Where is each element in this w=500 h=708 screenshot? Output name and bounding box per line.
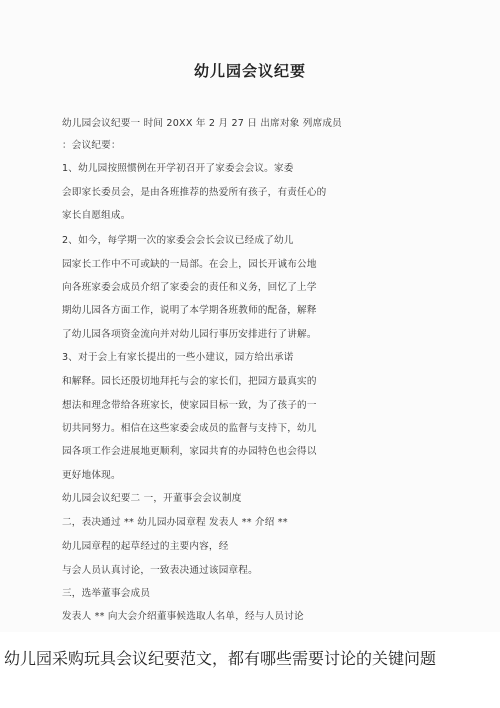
doc-line: 3、对于会上有家长提出的一些小建议，园方给出承诺 xyxy=(62,352,294,363)
doc-line: 更好地体现。 xyxy=(62,470,121,481)
doc-line: 园各项工作会进展地更顺利，家园共育的办园特色也会得以 xyxy=(62,446,317,457)
doc-line: 了幼儿园各项资金流向并对幼儿园行事历安排进行了讲解。 xyxy=(62,329,317,340)
doc-line: 想法和理念带给各班家长，使家园目标一致，为了孩子的一 xyxy=(62,400,317,411)
doc-line: 与会人员认真讨论，一致表决通过该园章程。 xyxy=(62,565,258,576)
doc-line: 幼儿园会议纪要一 时间 20XX 年 2 月 27 日 出席对象 列席成员 xyxy=(62,118,342,129)
doc-line: 2、如今，每学期一次的家委会会长会议已经成了幼儿 xyxy=(62,235,294,246)
doc-line: 三，选举董事会成员 xyxy=(62,588,151,599)
doc-line: 会即家长委员会，是由各班推荐的热爱所有孩子，有责任心的 xyxy=(62,187,327,198)
doc-line: 期幼儿园各方面工作，说明了本学期各班教师的配备，解释 xyxy=(62,305,317,316)
doc-line: 向各班家委会成员介绍了家委会的责任和义务，回忆了上学 xyxy=(62,282,317,293)
doc-line: 二，表决通过 ** 幼儿园办园章程 发表人 ** 介绍 ** xyxy=(62,517,288,528)
doc-line: 园家长工作中不可或缺的一局部。在会上，园长开诚布公地 xyxy=(62,259,317,270)
doc-line: 和解释。园长还殷切地拜托与会的家长们，把园方最真实的 xyxy=(62,376,317,387)
page-caption: 幼儿园采购玩具会议纪要范文，都有哪些需要讨论的关键问题 xyxy=(4,649,437,668)
document-title: 幼儿园会议纪要 xyxy=(193,62,306,80)
doc-line: 家长自愿组成。 xyxy=(62,210,131,221)
doc-line: 切共同努力。相信在这些家委会成员的监督与支持下，幼儿 xyxy=(62,423,317,434)
doc-line: 发表人 ** 向大会介绍董事候选取人名单，经与人员讨论 xyxy=(62,611,304,622)
doc-line: 幼儿园会议纪要二 一，开董事会会议制度 xyxy=(62,493,242,504)
doc-line: 1、幼儿园按照惯例在开学初召开了家委会会议。家委 xyxy=(62,163,294,174)
doc-line: ：会议纪要： xyxy=(62,140,121,151)
doc-line: 幼儿园章程的起草经过的主要内容，经 xyxy=(62,541,229,552)
